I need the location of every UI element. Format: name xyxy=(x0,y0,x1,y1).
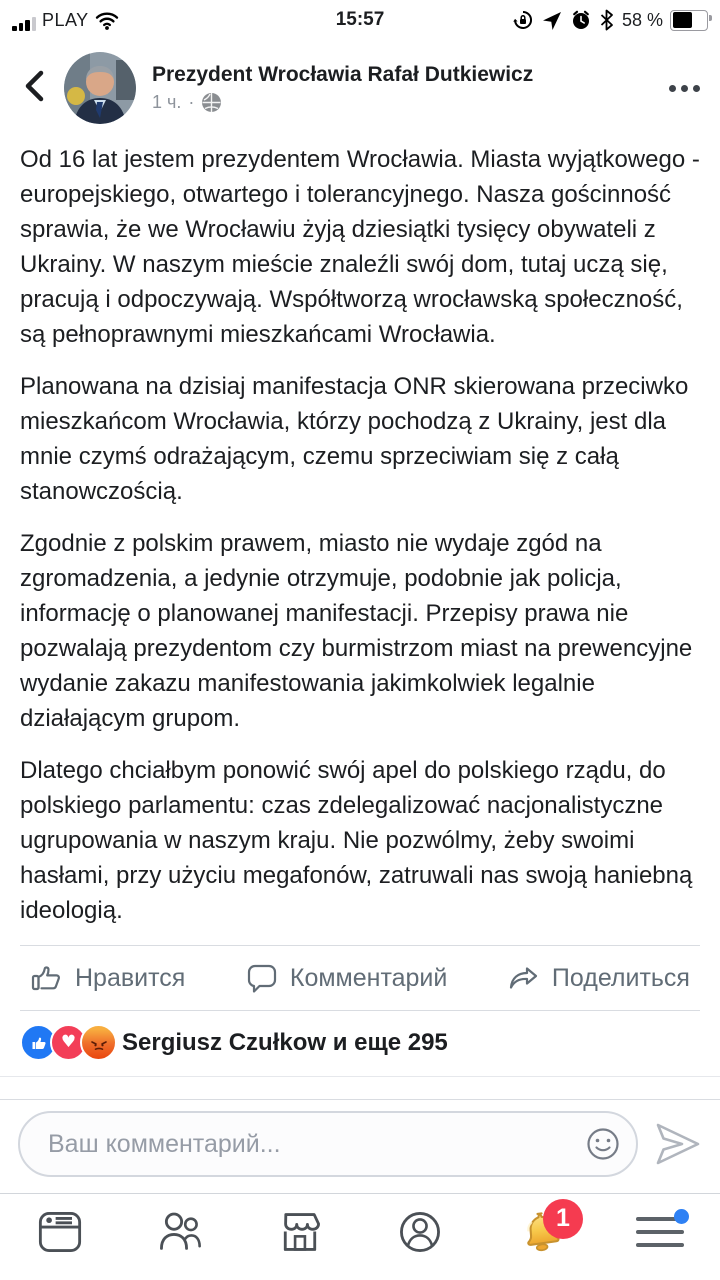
battery-icon xyxy=(670,10,708,31)
friends-icon xyxy=(156,1208,204,1256)
tab-friends[interactable] xyxy=(155,1207,205,1257)
send-paper-plane-icon xyxy=(654,1122,702,1166)
more-options-button[interactable] xyxy=(648,85,700,92)
comment-input[interactable] xyxy=(46,1129,584,1160)
send-comment-button[interactable] xyxy=(654,1122,702,1166)
comment-button[interactable] xyxy=(245,961,447,995)
carrier-label: PLAY xyxy=(42,10,89,30)
time-ago-label: 1 ч. xyxy=(152,92,182,112)
marketplace-icon xyxy=(276,1208,324,1256)
share-arrow-icon xyxy=(507,961,541,995)
heart-glyph: ♥ xyxy=(60,1032,77,1052)
like-button[interactable] xyxy=(30,961,185,995)
back-button[interactable] xyxy=(20,69,64,108)
meta-separator: · xyxy=(188,92,195,112)
like-label: Нравится xyxy=(75,963,186,992)
header-text xyxy=(152,63,648,113)
tab-menu[interactable] xyxy=(635,1207,685,1257)
comment-bubble-icon xyxy=(245,961,279,995)
post-header xyxy=(0,40,720,132)
menu-new-dot xyxy=(674,1209,689,1224)
post-action-bar xyxy=(0,946,720,1010)
tab-notifications[interactable] xyxy=(515,1204,570,1257)
comment-label: Комментарий xyxy=(289,963,448,992)
clock-time: 15:57 xyxy=(335,9,385,30)
post-text xyxy=(0,132,720,928)
post-paragraph: Od 16 lat jestem prezydentem Wrocławia. Miasta wyjątkowego - europejskiego, otwartego i tolerancyjnego. Nasza gościnność sprawia, że we Wrocławiu żyją dziesiątki tysięcy obywateli z Ukrainy. W naszym mieście znaleźli swój dom, tutaj uczą się, pracują i odpoczywają. Współtworzą wrocławską społeczność, są pełnoprawnymi mieszkańcami Wrocławia. xyxy=(20,146,700,348)
news-feed-icon xyxy=(36,1208,84,1256)
tab-news-feed[interactable] xyxy=(35,1207,85,1257)
notification-badge: 1 xyxy=(543,1199,583,1239)
status-bar xyxy=(0,0,720,40)
share-label: Поделиться xyxy=(551,963,690,992)
page-title[interactable]: Prezydent Wrocławia Rafał Dutkiewicz xyxy=(152,63,534,86)
chevron-left-icon xyxy=(20,69,50,103)
share-button[interactable] xyxy=(507,961,690,995)
reaction-icons xyxy=(20,1024,110,1061)
comment-input-pill[interactable] xyxy=(18,1111,638,1177)
battery-percent-label: 58 % xyxy=(621,9,663,30)
reactions-row[interactable] xyxy=(0,1011,720,1076)
section-gap xyxy=(0,1077,720,1099)
avatar-portrait xyxy=(64,52,136,124)
tab-profile[interactable] xyxy=(395,1207,445,1257)
post-paragraph: Planowana na dzisiaj manifestacja ONR skierowana przeciwko mieszkańcom Wrocławia, którzy pochodzą z Ukrainy, jest dla mnie czymś odrażającym, czemu sprzeciwiam się z całą stanowczością. xyxy=(20,373,689,505)
profile-icon xyxy=(396,1208,444,1256)
comment-composer xyxy=(0,1100,720,1193)
tab-marketplace[interactable] xyxy=(275,1207,325,1257)
public-globe-icon xyxy=(201,92,222,113)
bottom-tab-bar xyxy=(0,1193,720,1269)
thumbs-up-icon xyxy=(30,961,64,995)
post-paragraph: Zgodnie z polskim prawem, miasto nie wydaje zgód na zgromadzenia, a jedynie otrzymuje, podobnie jak policja, informację o planowanej manifestacji. Przepisy prawa nie pozwalają prezydentom czy burmistrzom miast na prewencyjne wydanie zakazu manifestowania jakimkolwiek legalnie działającym grupom. xyxy=(20,530,693,732)
emoji-smiley-icon[interactable] xyxy=(584,1125,622,1163)
post-paragraph: Dlatego chciałbym ponowić swój apel do polskiego rządu, do polskiego parlamentu: czas zdelegalizować nacjonalistyczne ugrupowania w naszym kraju. Nie pozwólmy, żeby swoimi hasłami, przy użyciu megafonów, zatruwali nas swoją haniebną ideologią. xyxy=(20,757,693,924)
post-meta xyxy=(152,92,648,113)
avatar[interactable] xyxy=(64,52,136,124)
reactions-summary-label[interactable]: Sergiusz Czułkow и еще 295 xyxy=(122,1028,448,1056)
angry-reaction-icon xyxy=(80,1024,117,1061)
